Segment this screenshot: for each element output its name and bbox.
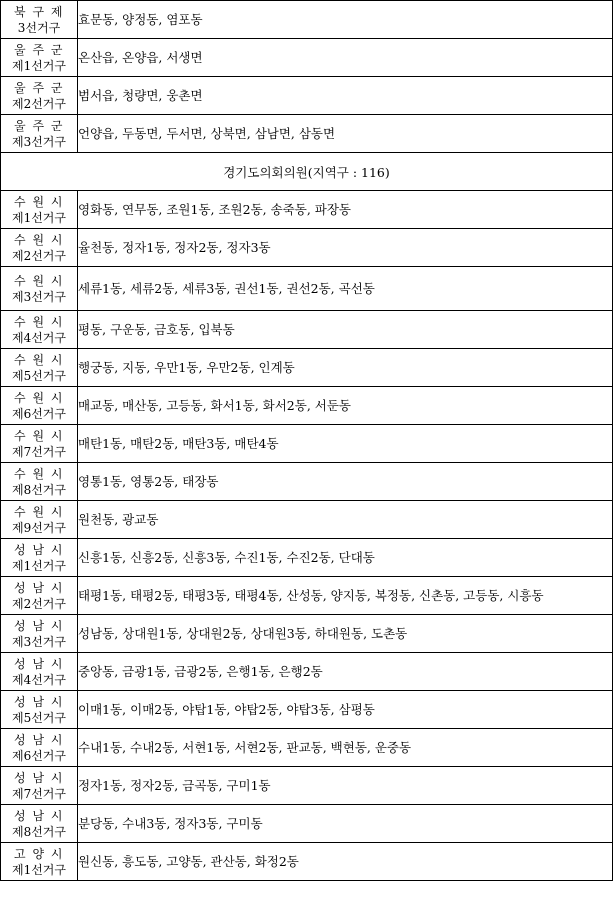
district-name-cell: [1, 115, 78, 153]
district-name-cell: [1, 653, 78, 691]
table-row: [1, 615, 613, 653]
district-name-line1: 수 원 시: [14, 273, 64, 288]
district-name-line1: 수 원 시: [14, 466, 64, 481]
district-name-cell: [1, 577, 78, 615]
table-row: [1, 1, 613, 39]
district-areas-cell: 원천동, 광교동: [78, 501, 613, 539]
district-areas-cell: 평동, 구운동, 금호동, 입북동: [78, 311, 613, 349]
table-row: [1, 191, 613, 229]
district-name-line1: 성 남 시: [14, 808, 64, 823]
district-name-cell: [1, 191, 78, 229]
district-name-line1: 성 남 시: [14, 656, 64, 671]
section-header-row: [1, 153, 613, 191]
district-name-cell: [1, 77, 78, 115]
section-header: 경기도의회의원(지역구 : 116): [1, 153, 613, 191]
district-name-line1: 수 원 시: [14, 428, 64, 443]
district-areas-cell: 온산읍, 온양읍, 서생면: [78, 39, 613, 77]
district-areas-cell: 원신동, 흥도동, 고양동, 관산동, 화정2동: [78, 843, 613, 881]
district-areas-cell: 언양읍, 두동면, 두서면, 상북면, 삼남면, 삼동면: [78, 115, 613, 153]
district-areas-cell: 이매1동, 이매2동, 야탑1동, 야탑2동, 야탑3동, 삼평동: [78, 691, 613, 729]
district-name-line2: 제8선거구: [11, 482, 66, 497]
table-row: [1, 77, 613, 115]
district-name-line2: 제3선거구: [11, 289, 66, 304]
district-areas-cell: 매교동, 매산동, 고등동, 화서1동, 화서2동, 서둔동: [78, 387, 613, 425]
district-name-cell: [1, 425, 78, 463]
district-areas-cell: 영통1동, 영통2동, 태장동: [78, 463, 613, 501]
district-name-line1: 성 남 시: [14, 694, 64, 709]
district-areas-cell: 행궁동, 지동, 우만1동, 우만2동, 인계동: [78, 349, 613, 387]
district-areas-cell: 신흥1동, 신흥2동, 신흥3동, 수진1동, 수진2동, 단대동: [78, 539, 613, 577]
district-name-line2: 제6선거구: [11, 748, 66, 763]
district-name-line1: 수 원 시: [14, 390, 64, 405]
table-row: [1, 767, 613, 805]
district-name-cell: [1, 501, 78, 539]
district-areas-cell: 세류1동, 세류2동, 세류3동, 권선1동, 권선2동, 곡선동: [78, 267, 613, 311]
district-name-line2: 제2선거구: [11, 596, 66, 611]
district-name-line1: 수 원 시: [14, 232, 64, 247]
district-areas-cell: 범서읍, 청량면, 웅촌면: [78, 77, 613, 115]
district-name-line1: 수 원 시: [14, 194, 64, 209]
table-row: [1, 843, 613, 881]
district-areas-cell: 분당동, 수내3동, 정자3동, 구미동: [78, 805, 613, 843]
district-name-line2: 제8선거구: [11, 824, 66, 839]
table-row: [1, 577, 613, 615]
district-areas-cell: 수내1동, 수내2동, 서현1동, 서현2동, 판교동, 백현동, 운중동: [78, 729, 613, 767]
district-name-cell: [1, 267, 78, 311]
table-row: [1, 729, 613, 767]
table-row: [1, 653, 613, 691]
district-name-cell: [1, 729, 78, 767]
district-name-line2: 제1선거구: [11, 210, 66, 225]
district-name-line1: 성 남 시: [14, 618, 64, 633]
table-row: [1, 501, 613, 539]
district-name-line2: 제3선거구: [11, 634, 66, 649]
table-row: [1, 349, 613, 387]
district-name-cell: [1, 1, 78, 39]
table-row: [1, 425, 613, 463]
district-name-cell: [1, 805, 78, 843]
district-name-cell: [1, 349, 78, 387]
district-areas-cell: 율천동, 정자1동, 정자2동, 정자3동: [78, 229, 613, 267]
district-name-line1: 수 원 시: [14, 352, 64, 367]
district-name-line2: 제4선거구: [11, 672, 66, 687]
district-name-line1: 울 주 군: [14, 42, 64, 57]
district-name-cell: [1, 615, 78, 653]
district-name-line1: 수 원 시: [14, 504, 64, 519]
district-name-line2: 제2선거구: [11, 96, 66, 111]
district-name-cell: [1, 463, 78, 501]
district-name-line2: 제5선거구: [11, 710, 66, 725]
district-areas-cell: 정자1동, 정자2동, 금곡동, 구미1동: [78, 767, 613, 805]
district-name-line1: 울 주 군: [14, 118, 64, 133]
district-name-line1: 성 남 시: [14, 732, 64, 747]
district-name-cell: [1, 539, 78, 577]
district-areas-cell: 효문동, 양정동, 염포동: [78, 1, 613, 39]
district-name-line2: 제1선거구: [11, 862, 66, 877]
district-name-cell: [1, 387, 78, 425]
table-row: [1, 387, 613, 425]
district-name-line1: 성 남 시: [14, 542, 64, 557]
district-name-line1: 고 양 시: [14, 846, 64, 861]
district-areas-cell: 태평1동, 태평2동, 태평3동, 태평4동, 산성동, 양지동, 복정동, 신촌동, 고등동, 시흥동: [78, 577, 613, 615]
district-name-line2: 제5선거구: [11, 368, 66, 383]
district-name-cell: [1, 39, 78, 77]
table-row: [1, 39, 613, 77]
district-name-line1: 수 원 시: [14, 314, 64, 329]
table-row: [1, 267, 613, 311]
district-name-line2: 제1선거구: [11, 558, 66, 573]
district-name-line1: 울 주 군: [14, 80, 64, 95]
district-name-line2: 제4선거구: [11, 330, 66, 345]
district-rows-top: [1, 1, 613, 191]
district-name-cell: [1, 229, 78, 267]
district-name-line2: 제7선거구: [11, 786, 66, 801]
district-areas-cell: 영화동, 연무동, 조원1동, 조원2동, 송죽동, 파장동: [78, 191, 613, 229]
table-row: [1, 691, 613, 729]
district-name-cell: [1, 691, 78, 729]
district-name-line2: 제2선거구: [11, 248, 66, 263]
district-name-line2: 제9선거구: [11, 520, 66, 535]
table-row: [1, 805, 613, 843]
district-name-line2: 제7선거구: [11, 444, 66, 459]
district-name-line2: 제6선거구: [11, 406, 66, 421]
table-row: [1, 463, 613, 501]
district-name-cell: [1, 767, 78, 805]
district-name-cell: [1, 311, 78, 349]
table-row: [1, 539, 613, 577]
district-name-line2: 제3선거구: [11, 134, 66, 149]
district-name-line1: 성 남 시: [14, 770, 64, 785]
district-name-line2: 3선거구: [17, 20, 61, 35]
district-name-line2: 제1선거구: [11, 58, 66, 73]
district-name-line1: 성 남 시: [14, 580, 64, 595]
district-areas-cell: 중앙동, 금광1동, 금광2동, 은행1동, 은행2동: [78, 653, 613, 691]
district-rows-bottom: [1, 191, 613, 881]
table-row: [1, 311, 613, 349]
district-areas-cell: 매탄1동, 매탄2동, 매탄3동, 매탄4동: [78, 425, 613, 463]
district-name-line1: 북 구 제: [14, 4, 64, 19]
table-row: [1, 229, 613, 267]
district-areas-cell: 성남동, 상대원1동, 상대원2동, 상대원3동, 하대원동, 도촌동: [78, 615, 613, 653]
district-name-cell: [1, 843, 78, 881]
table-row: [1, 115, 613, 153]
